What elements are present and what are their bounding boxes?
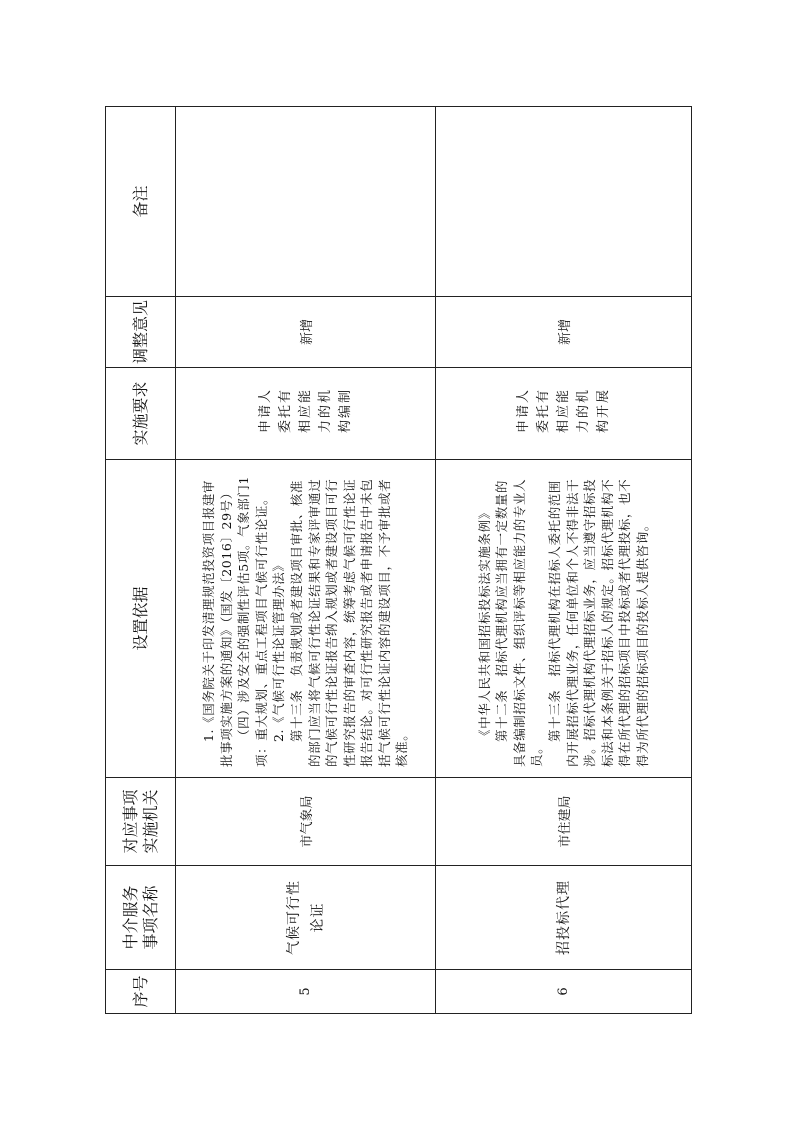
row-requirement: 申请人委托有相应能力的机构编制 <box>176 368 436 460</box>
basis-paragraph: 第十二条 招标代理机构应当拥有一定数量的具备编制招标文件、组织评标等相应能力的专业人员。 <box>494 478 545 767</box>
table-row <box>176 107 436 1014</box>
header-agency <box>106 778 176 866</box>
matters-table <box>105 106 692 1014</box>
row-name: 招投标代理 <box>436 866 692 970</box>
header-seq: 序号 <box>106 970 176 1014</box>
header-row <box>106 107 176 1014</box>
header-name-line1: 中介服务 <box>120 885 140 950</box>
basis-paragraph: 1.《国务院关于印发清理规范投资项目报建审批事项实施方案的通知》（国发〔2016〕29号） <box>200 479 234 767</box>
header-agency-line1: 对应事项 <box>120 789 140 854</box>
basis-paragraph: 第十三条 负责规划或者建设项目审批、核准的部门应当将气候可行性论证结果和专家评审通过的气候可行性论证报告纳入规划或者建设项目可行性研究报告的审查内容，统筹考虑气候可行性论证报告结论。对可行性研究报告或者申请报告中未包括气候可行性论证内容的建设项目，不予审批或者核准。 <box>288 478 410 767</box>
row-opinion: 新增 <box>436 297 692 368</box>
row-remark <box>436 107 692 297</box>
row-agency: 市住建局 <box>436 778 692 866</box>
header-opinion: 调整意见 <box>106 297 176 368</box>
header-name <box>106 866 176 970</box>
header-requirement: 实施要求 <box>106 368 176 460</box>
row-opinion: 新增 <box>176 297 436 368</box>
row-basis <box>436 460 692 778</box>
row-basis <box>176 460 436 778</box>
header-basis: 设置依据 <box>106 460 176 778</box>
row-requirement: 申请人委托有相应能力的机构开展 <box>436 368 692 460</box>
basis-paragraph: 《中华人民共和国招标投标法实施条例》 <box>476 506 492 742</box>
row-name: 气候可行性论证 <box>176 866 436 970</box>
basis-paragraph: 2.《气候可行性论证管理办法》 <box>271 558 287 742</box>
row-agency: 市气象局 <box>176 778 436 866</box>
row-seq: 6 <box>436 970 692 1014</box>
basis-paragraph: （四）涉及安全的强制性评估5项。气象部门1项：重大规划、重点工程项目气候可行性论证。 <box>236 475 269 767</box>
row-remark <box>176 107 436 297</box>
header-remark: 备注 <box>106 107 176 297</box>
table-row <box>436 107 692 1014</box>
header-name-line2: 事项名称 <box>140 885 160 950</box>
header-agency-line2: 实施机关 <box>140 789 160 854</box>
basis-paragraph: 第十三条 招标代理机构在招标人委托的范围内开展招标代理业务，任何单位和个人不得非法干涉。招标代理机构代理招标业务，应当遵守招标投标法和本条例关于招标人的规定。招标代理机构不得在所代理的招标项目中投标或者代理投标，也不得为所代理的招标项目的投标人提供咨询。 <box>546 478 650 767</box>
row-seq: 5 <box>176 970 436 1014</box>
